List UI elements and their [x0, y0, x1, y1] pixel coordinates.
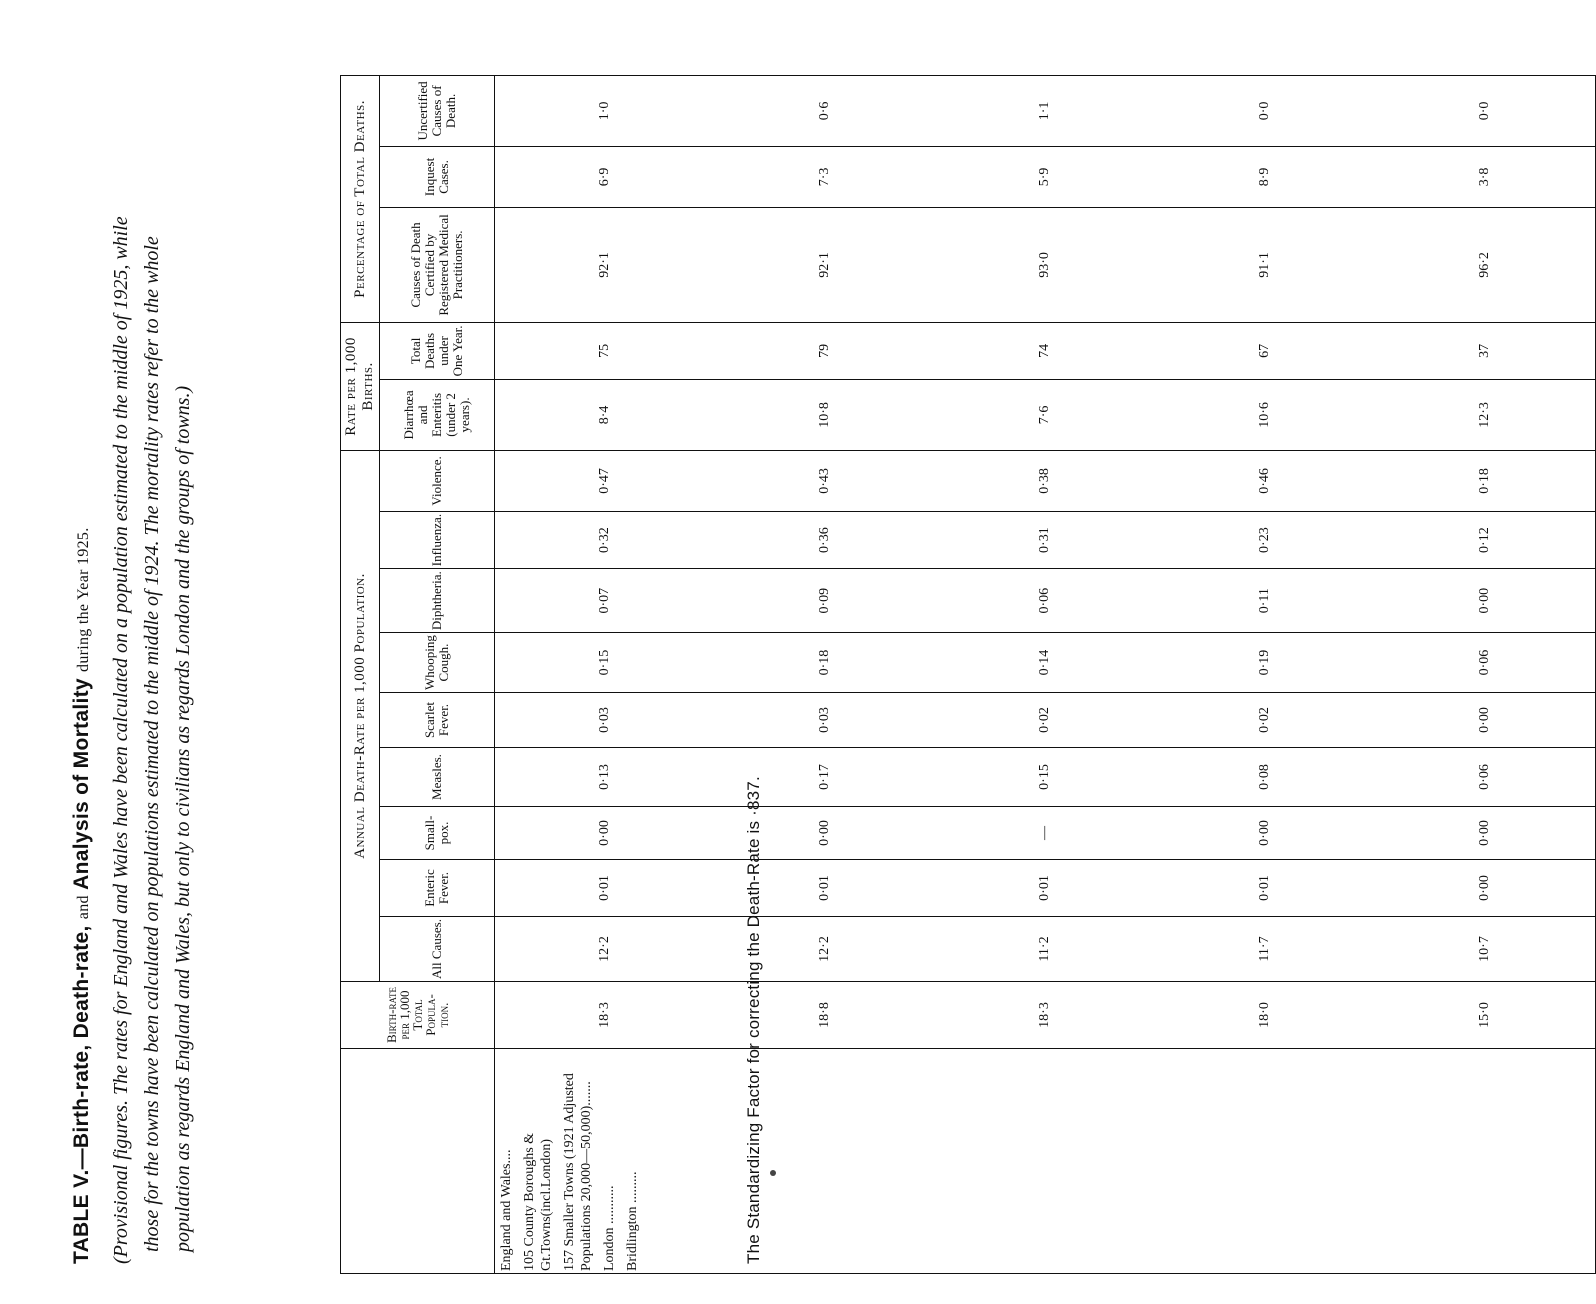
table-cell: 0·00	[1257, 820, 1272, 846]
table-cell: 92·1	[597, 252, 612, 278]
table-cell: 0·15	[597, 649, 612, 676]
area-label: England and Wales....	[499, 1149, 514, 1271]
column-header: Diphtheria.	[380, 569, 495, 633]
table-cell: 3·8	[1477, 167, 1492, 187]
table-cell: 12·3	[1477, 402, 1492, 428]
birth-rate-column	[495, 982, 1596, 1049]
value-column	[495, 748, 1596, 807]
table-cell: 0·19	[1257, 649, 1272, 676]
percentage-header: Percentage of Total Deaths.	[341, 75, 380, 322]
table-cell: 92·1	[817, 252, 832, 278]
table-cell: 0·03	[597, 707, 612, 733]
table-cell: 0·01	[597, 875, 612, 901]
title-rest: Analysis of Mortality	[70, 678, 93, 890]
value-column	[495, 633, 1596, 693]
table-cell: 0·36	[817, 527, 832, 553]
table-cell: 0·18	[817, 649, 832, 676]
column-header: Total Deaths under One Year.	[380, 322, 495, 379]
birth-rate-value: 18·3	[1037, 1002, 1052, 1028]
birth-rate-value: 15·0	[1477, 1002, 1492, 1028]
table-cell: 11·2	[1037, 936, 1052, 962]
value-column	[495, 146, 1596, 207]
speck-mark	[770, 1170, 776, 1176]
table-cell: 10·7	[1477, 936, 1492, 962]
table-cell: 0·46	[1257, 468, 1272, 494]
table-cell: 74	[1037, 343, 1052, 358]
area-column	[495, 1049, 1596, 1274]
table-cell: 96·2	[1477, 252, 1492, 278]
provisional-note: (Provisional figures. The rates for England and Wales have been calculated on a population estimated to the middle of 1925, while those for the towns have been calculated on populations estimated to the middle of 1924. The mortality rates refer to the whole population as regards England and Wales, but only to civilians as regards London and the groups of towns.)	[110, 216, 194, 1264]
table-cell: 0·07	[597, 587, 612, 614]
table-cell: 0·32	[597, 527, 612, 553]
column-header: Enteric Fever.	[380, 860, 495, 917]
table-cell: 0·03	[817, 707, 832, 733]
area-label: 105 County Boroughs & Gt.Towns(incl.London)	[522, 1132, 554, 1271]
table-cell: 0·00	[597, 820, 612, 846]
birth-rate-value: 18·3	[597, 1002, 612, 1028]
rate-per-births-header: Rate per 1,000 Births.	[341, 322, 380, 450]
table-cell: 0·12	[1477, 527, 1492, 553]
column-header: Scarlet Fever.	[380, 693, 495, 748]
birth-rate-value: 18·0	[1257, 1002, 1272, 1028]
value-column	[495, 569, 1596, 633]
table-cell: 0·00	[1477, 587, 1492, 614]
table-body-row	[495, 75, 1596, 1273]
table-cell: 0·00	[1477, 707, 1492, 733]
table-cell: 10·6	[1257, 402, 1272, 428]
table-cell: 0·02	[1257, 707, 1272, 733]
area-label: 157 Smaller Towns (1921 Adjusted Populations 20,000—50,000).......	[562, 1073, 594, 1271]
table-cell: 0·31	[1037, 527, 1052, 553]
column-header: Inquest Cases.	[380, 146, 495, 207]
table-cell: —	[1037, 826, 1052, 840]
table-cell: 0·43	[817, 468, 832, 494]
title-label: TABLE V.—Birth-rate, Death-rate,	[70, 925, 93, 1264]
table-cell: 0·11	[1257, 588, 1272, 614]
table-cell: 12·2	[817, 936, 832, 962]
value-column	[495, 379, 1596, 450]
value-column	[495, 693, 1596, 748]
column-header: Measles.	[380, 748, 495, 807]
table-cell: 0·08	[1257, 764, 1272, 790]
column-header: Small-pox.	[380, 807, 495, 860]
value-column	[495, 860, 1596, 917]
value-column	[495, 207, 1596, 322]
table-cell: 8·9	[1257, 167, 1272, 187]
table-cell: 10·8	[817, 402, 832, 428]
table-cell: 0·09	[817, 587, 832, 614]
birth-rate-header: Birth-rate per 1,000 Total Popula-tion.	[341, 982, 495, 1049]
table-cell: 1·0	[597, 101, 612, 121]
table-cell: 0·06	[1037, 587, 1052, 614]
title-and: and	[75, 895, 92, 920]
table-cell: 0·00	[1477, 875, 1492, 901]
table-cell: 0·13	[597, 764, 612, 790]
table-cell: 7·6	[1037, 405, 1052, 425]
value-column	[495, 807, 1596, 860]
table-cell: 0·00	[817, 820, 832, 846]
table-cell: 75	[597, 343, 612, 358]
table-cell: 0·0	[1257, 101, 1272, 121]
table-cell: 0·02	[1037, 707, 1052, 733]
table-cell: 0·23	[1257, 527, 1272, 553]
table-cell: 91·1	[1257, 252, 1272, 278]
value-column	[495, 322, 1596, 379]
table-cell: 0·06	[1477, 649, 1492, 676]
table-cell: 0·14	[1037, 649, 1052, 676]
table-cell: 7·3	[817, 167, 832, 187]
table-cell: 0·00	[1477, 820, 1492, 846]
column-header: Diarrhœa and Enteritis (under 2 years).	[380, 379, 495, 450]
column-header: Causes of Death Certified by Registered Medical Practitioners.	[380, 207, 495, 322]
table-cell: 0·01	[1037, 875, 1052, 901]
column-header: Violence.	[380, 450, 495, 511]
table-cell: 0·01	[1257, 875, 1272, 901]
table-cell: 12·2	[597, 936, 612, 962]
table-cell: 5·9	[1037, 167, 1052, 187]
table-cell: 0·38	[1037, 468, 1052, 494]
area-label: London ...........	[602, 1185, 617, 1271]
value-column	[495, 511, 1596, 568]
column-header: Influenza.	[380, 511, 495, 568]
table-cell: 0·01	[817, 875, 832, 901]
table-cell: 11·7	[1257, 936, 1272, 962]
standardizing-factor-note: The Standardizing Factor for correcting the Death-Rate is ·837.	[744, 776, 763, 1264]
area-label: Bridlington .........	[625, 1171, 640, 1271]
area-header	[341, 1049, 495, 1274]
table-cell: 8·4	[597, 405, 612, 425]
table-cell: 0·18	[1477, 468, 1492, 494]
value-column	[495, 917, 1596, 982]
column-header: Whooping Cough.	[380, 633, 495, 693]
table-cell: 6·9	[597, 167, 612, 187]
title-block	[70, 74, 199, 1264]
table-cell: 0·17	[817, 764, 832, 790]
annual-death-rate-header: Annual Death-Rate per 1,000 Population.	[341, 450, 380, 981]
table-cell: 0·15	[1037, 764, 1052, 790]
title-year: during the Year 1925.	[75, 527, 92, 672]
table-cell: 0·47	[597, 468, 612, 494]
value-column	[495, 450, 1596, 511]
value-column	[495, 75, 1596, 146]
table-cell: 0·0	[1477, 101, 1492, 121]
table-cell: 67	[1257, 343, 1272, 358]
table-title	[70, 74, 94, 1264]
table-cell: 0·6	[817, 101, 832, 121]
table-cell: 93·0	[1037, 252, 1052, 278]
mortality-table	[340, 75, 1596, 1274]
column-header: Uncertified Causes of Death.	[380, 75, 495, 146]
column-header: All Causes.	[380, 917, 495, 982]
birth-rate-value: 18·8	[817, 1002, 832, 1028]
table-cell: 0·06	[1477, 764, 1492, 790]
table-cell: 37	[1477, 343, 1492, 358]
table-cell: 1·1	[1037, 101, 1052, 121]
table-cell: 79	[817, 343, 832, 358]
